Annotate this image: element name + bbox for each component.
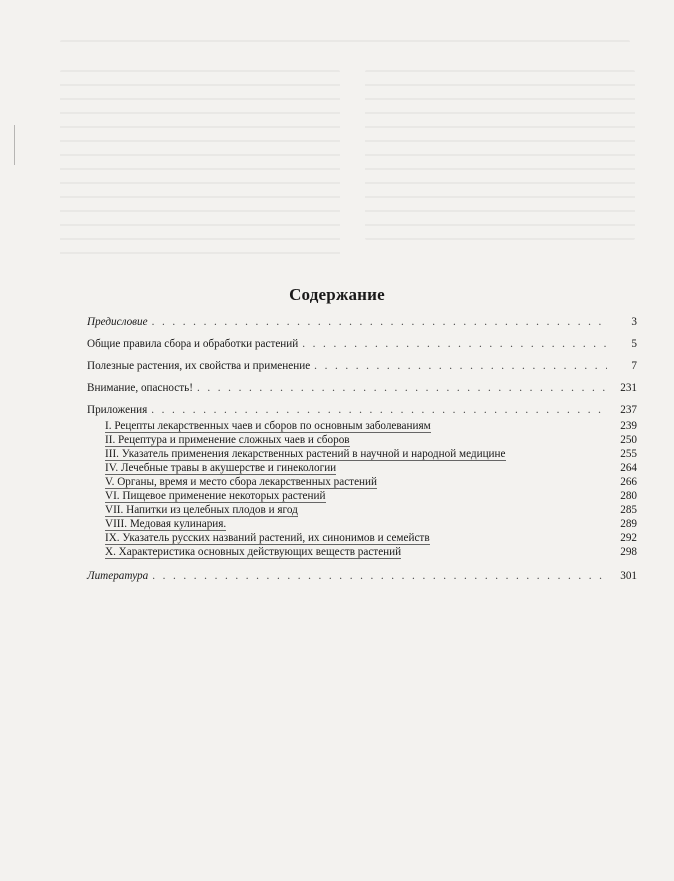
toc-entry[interactable] [87,404,637,420]
entry-label: Приложения [87,404,148,416]
toc-subentry[interactable] [87,518,637,532]
entry-label: Внимание, опасность! [87,382,193,394]
toc-subentry[interactable] [87,504,637,518]
entry-page: 280 [620,490,637,502]
toc-subentry[interactable] [87,434,637,448]
entry-page: 239 [620,420,637,432]
bleed-through-left [60,70,340,260]
toc-entry[interactable] [87,570,637,586]
entry-page: 292 [620,532,637,544]
entry-page: 264 [620,462,637,474]
entry-page: 5 [631,338,637,350]
entry-label: X. Характеристика основных действующих веществ растений [105,546,402,558]
dot-leader [314,360,607,372]
entry-label: Полезные растения, их свойства и применение [87,360,311,372]
entry-page: 3 [631,316,637,328]
entry-page: 7 [631,360,637,372]
entry-page: 289 [620,518,637,530]
entry-label: V. Органы, время и место сбора лекарственных растений [105,476,377,488]
toc-subentry[interactable] [87,462,637,476]
dot-leader [152,570,607,582]
toc-subentry[interactable] [87,532,637,546]
entry-page: 285 [620,504,637,516]
entry-label: I. Рецепты лекарственных чаев и сборов по основным заболеваниям [105,420,431,432]
dot-leader [151,404,607,416]
page-title: Содержание [289,285,385,304]
margin-mark [14,125,15,165]
entry-label: VI. Пищевое применение некоторых растений [105,490,326,502]
entry-label: VIII. Медовая кулинария. [105,518,227,530]
entry-label: Литература [87,570,149,582]
toc-entry[interactable] [87,382,637,398]
toc-subentry[interactable] [87,490,637,504]
entry-label: VII. Напитки из целебных плодов и ягод [105,504,298,516]
entry-page: 298 [620,546,637,558]
toc-subentry[interactable] [87,448,637,462]
dot-leader [302,338,607,350]
dot-leader [152,316,607,328]
entry-page: 250 [620,434,637,446]
entry-label: II. Рецептура и применение сложных чаев и сборов [105,434,350,446]
entry-label: IX. Указатель русских названий растений, их синонимов и семейств [105,532,430,544]
entry-label: IV. Лечебные травы в акушерстве и гинекологии [105,462,337,474]
entry-label: Предисловие [87,316,148,328]
bleed-through-right [365,70,635,240]
toc-subentry[interactable] [87,546,637,560]
entry-page: 266 [620,476,637,488]
entry-label: Общие правила сбора и обработки растений [87,338,299,350]
entry-page: 231 [620,382,637,394]
table-of-contents [87,316,637,586]
toc-entry[interactable] [87,338,637,354]
bleed-through-header [60,40,630,46]
toc-subentry[interactable] [87,476,637,490]
entry-label: III. Указатель применения лекарственных растений в научной и народной медицине [105,448,506,460]
toc-subentry[interactable] [87,420,637,434]
toc-entry[interactable] [87,316,637,332]
entry-page: 255 [620,448,637,460]
entry-page: 301 [620,570,637,582]
toc-entry[interactable] [87,360,637,376]
dot-leader [197,382,607,394]
entry-page: 237 [620,404,637,416]
